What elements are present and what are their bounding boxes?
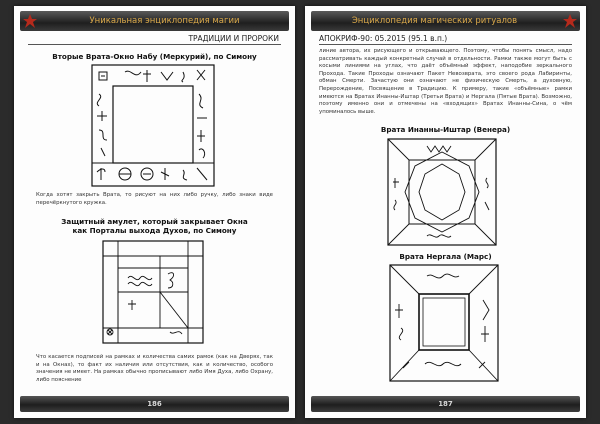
- right-page-number: 187: [438, 400, 453, 408]
- left-body-text: Что касается подписей на рамках и количества самих рамок (как на Дверях, так и на Окнах), то факт их наличия или отсутствия, как и количество, особого значения не имеет. На рамках обычно прописывают либо Имя Духа, либо Охрану, либо пояснение: [36, 354, 273, 383]
- figure2-title-line2: как Порталы выхода Духов, по Симону: [72, 226, 237, 235]
- inanna-ishtar-gate-diagram: [387, 138, 497, 246]
- left-subheader: ТРАДИЦИИ И ПРОРОКИ: [28, 33, 281, 45]
- left-page-number: 186: [147, 400, 162, 408]
- right-body-text: линие автора, их рисующего и открывающего. Поэтому, чтобы понять смысл, надо рассматривать каждый конкретный случай в отдельности. Рамки также могут быть с косыми линиями на углах, что даёт объёмный эффект, наподобие зеркального Прохода. Такие Проходы означают Пакет Невозврата, это своего рода Лабиринты, обман Смерти. Зачастую они означают не физическую Смерть, а духовную, Перерождение, Посвящение в Традицию. К примеру, такие «объёмные» рамки имеются на Вратах Инанны-Иштар (Третьи Врата) и Нергала (Пятые Врата). Возможно, поэтому именно они и отмечены на «входящих» Вратах Инанны-Сина, о чём упоминалось выше.: [319, 48, 572, 115]
- right-page: [305, 6, 586, 418]
- figure3-title: Врата Инанны-Иштар (Венера): [380, 125, 511, 134]
- figure2-title-line1: Защитный амулет, который закрывает Окна: [61, 217, 248, 226]
- emblem-icon: [562, 13, 578, 29]
- nabu-gate-diagram: [91, 64, 215, 187]
- right-header-bar: [311, 11, 580, 31]
- left-header-title: Уникальная энциклопедия магии: [89, 16, 240, 26]
- right-footer: [311, 396, 580, 412]
- protective-amulet-diagram: [102, 240, 204, 344]
- figure4-title: Врата Нергала (Марс): [399, 252, 492, 261]
- caption1: Когда хотят закрыть Врата, то рисуют на них либо ручку, либо знаки виде перечёркнутого кружка.: [36, 192, 273, 206]
- emblem-icon: [22, 13, 38, 29]
- left-header-bar: [20, 11, 289, 31]
- left-footer: [20, 396, 289, 412]
- nergal-gate-diagram: [389, 264, 499, 382]
- left-page: [14, 6, 295, 418]
- right-header-title: Энциклопедия магических ритуалов: [351, 16, 518, 26]
- figure1-title: Вторые Врата-Окно Набу (Меркурий), по Симону: [52, 52, 257, 61]
- right-subheader: АПОКРИФ-90: 05.2015 (95.1 в.п.): [319, 33, 572, 45]
